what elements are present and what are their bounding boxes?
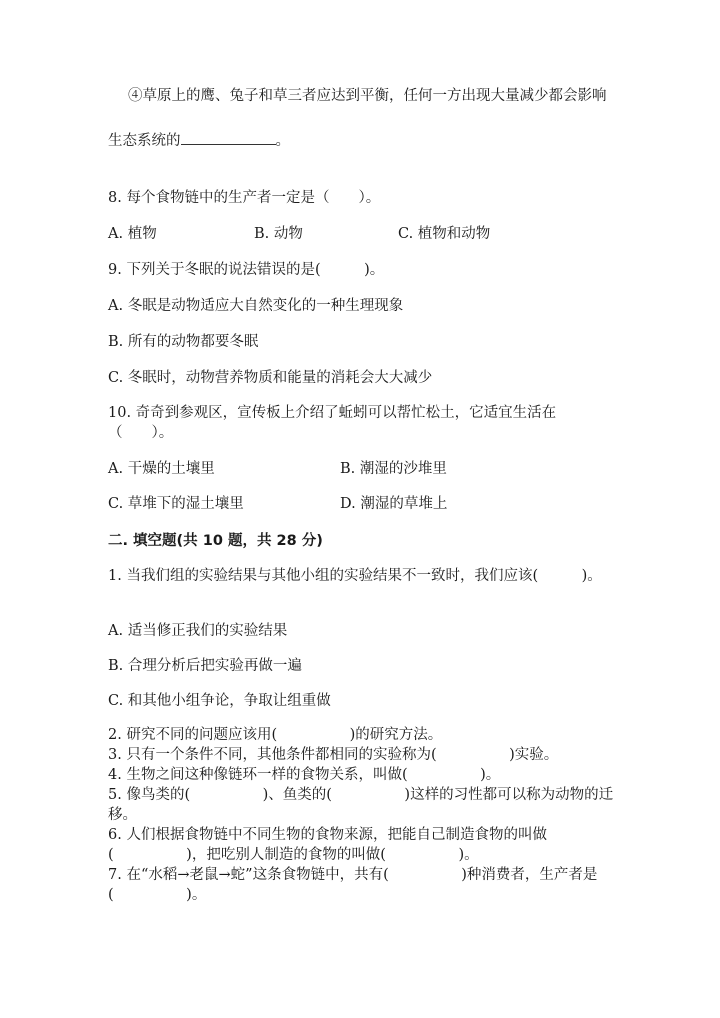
fill4: 4. 生物之间这种像链环一样的食物关系，叫做( )。: [108, 767, 501, 783]
fill2: 2. 研究不同的问题应该用( )的研究方法。: [108, 727, 443, 743]
q8-stem: 8. 每个食物链中的生产者一定是（ ）。: [108, 190, 381, 206]
q7-item4-post: 。: [275, 133, 290, 149]
q10-stem-line1: 10. 奇奇到参观区，宣传板上介绍了蚯蚓可以帮忙松土，它适宜生活在: [108, 405, 557, 421]
fill1-stem: 1. 当我们组的实验结果与其他小组的实验结果不一致时，我们应该( )。: [108, 568, 602, 584]
fill7-line2: ( )。: [108, 887, 207, 903]
q10-option-b[interactable]: B. 潮湿的沙堆里: [340, 461, 447, 477]
fill5-line1: 5. 像鸟类的( )、鱼类的( )这样的习性都可以称为动物的迁: [108, 787, 614, 803]
q9-stem: 9. 下列关于冬眠的说法错误的是( )。: [108, 262, 385, 278]
q10-option-a[interactable]: A. 干燥的土壤里: [108, 461, 215, 477]
q7-item4-pre: 生态系统的: [108, 133, 181, 149]
fill1-option-b[interactable]: B. 合理分析后把实验再做一遍: [108, 658, 302, 674]
q9-option-b[interactable]: B. 所有的动物都要冬眠: [108, 334, 259, 350]
fill1-option-c[interactable]: C. 和其他小组争论，争取让组重做: [108, 693, 331, 709]
q9-option-a[interactable]: A. 冬眠是动物适应大自然变化的一种生理现象: [108, 298, 404, 314]
fill5-line2: 移。: [108, 807, 137, 823]
q8-option-b[interactable]: B. 动物: [254, 226, 303, 242]
fill7-line1: 7. 在“水稻→老鼠→蛇”这条食物链中，共有( )种消费者，生产者是: [108, 867, 598, 883]
fill6-line2: ( )，把吃别人制造的食物的叫做( )。: [108, 847, 479, 863]
q8-option-c[interactable]: C. 植物和动物: [398, 226, 491, 242]
fill1-option-a[interactable]: A. 适当修正我们的实验结果: [108, 623, 288, 639]
q10-stem-line2: （ ）。: [108, 425, 174, 441]
q7-item4-line2: [108, 130, 290, 151]
fill6-line1: 6. 人们根据食物链中不同生物的食物来源，把能自己制造食物的叫做: [108, 827, 547, 843]
section-heading: 二. 填空题(共 10 题，共 28 分): [108, 533, 323, 549]
fill3: 3. 只有一个条件不同，其他条件都相同的实验称为( )实验。: [108, 747, 559, 763]
q10-option-d[interactable]: D. 潮湿的草堆上: [340, 496, 448, 512]
q9-option-c[interactable]: C. 冬眠时，动物营养物质和能量的消耗会大大减少: [108, 370, 433, 386]
q10-option-c[interactable]: C. 草堆下的湿土壤里: [108, 496, 244, 512]
q8-option-a[interactable]: A. 植物: [108, 226, 157, 242]
answer-blank[interactable]: [181, 130, 276, 145]
q7-item4-line1: ④草原上的鹰、兔子和草三者应达到平衡，任何一方出现大量减少都会影响: [128, 88, 607, 104]
